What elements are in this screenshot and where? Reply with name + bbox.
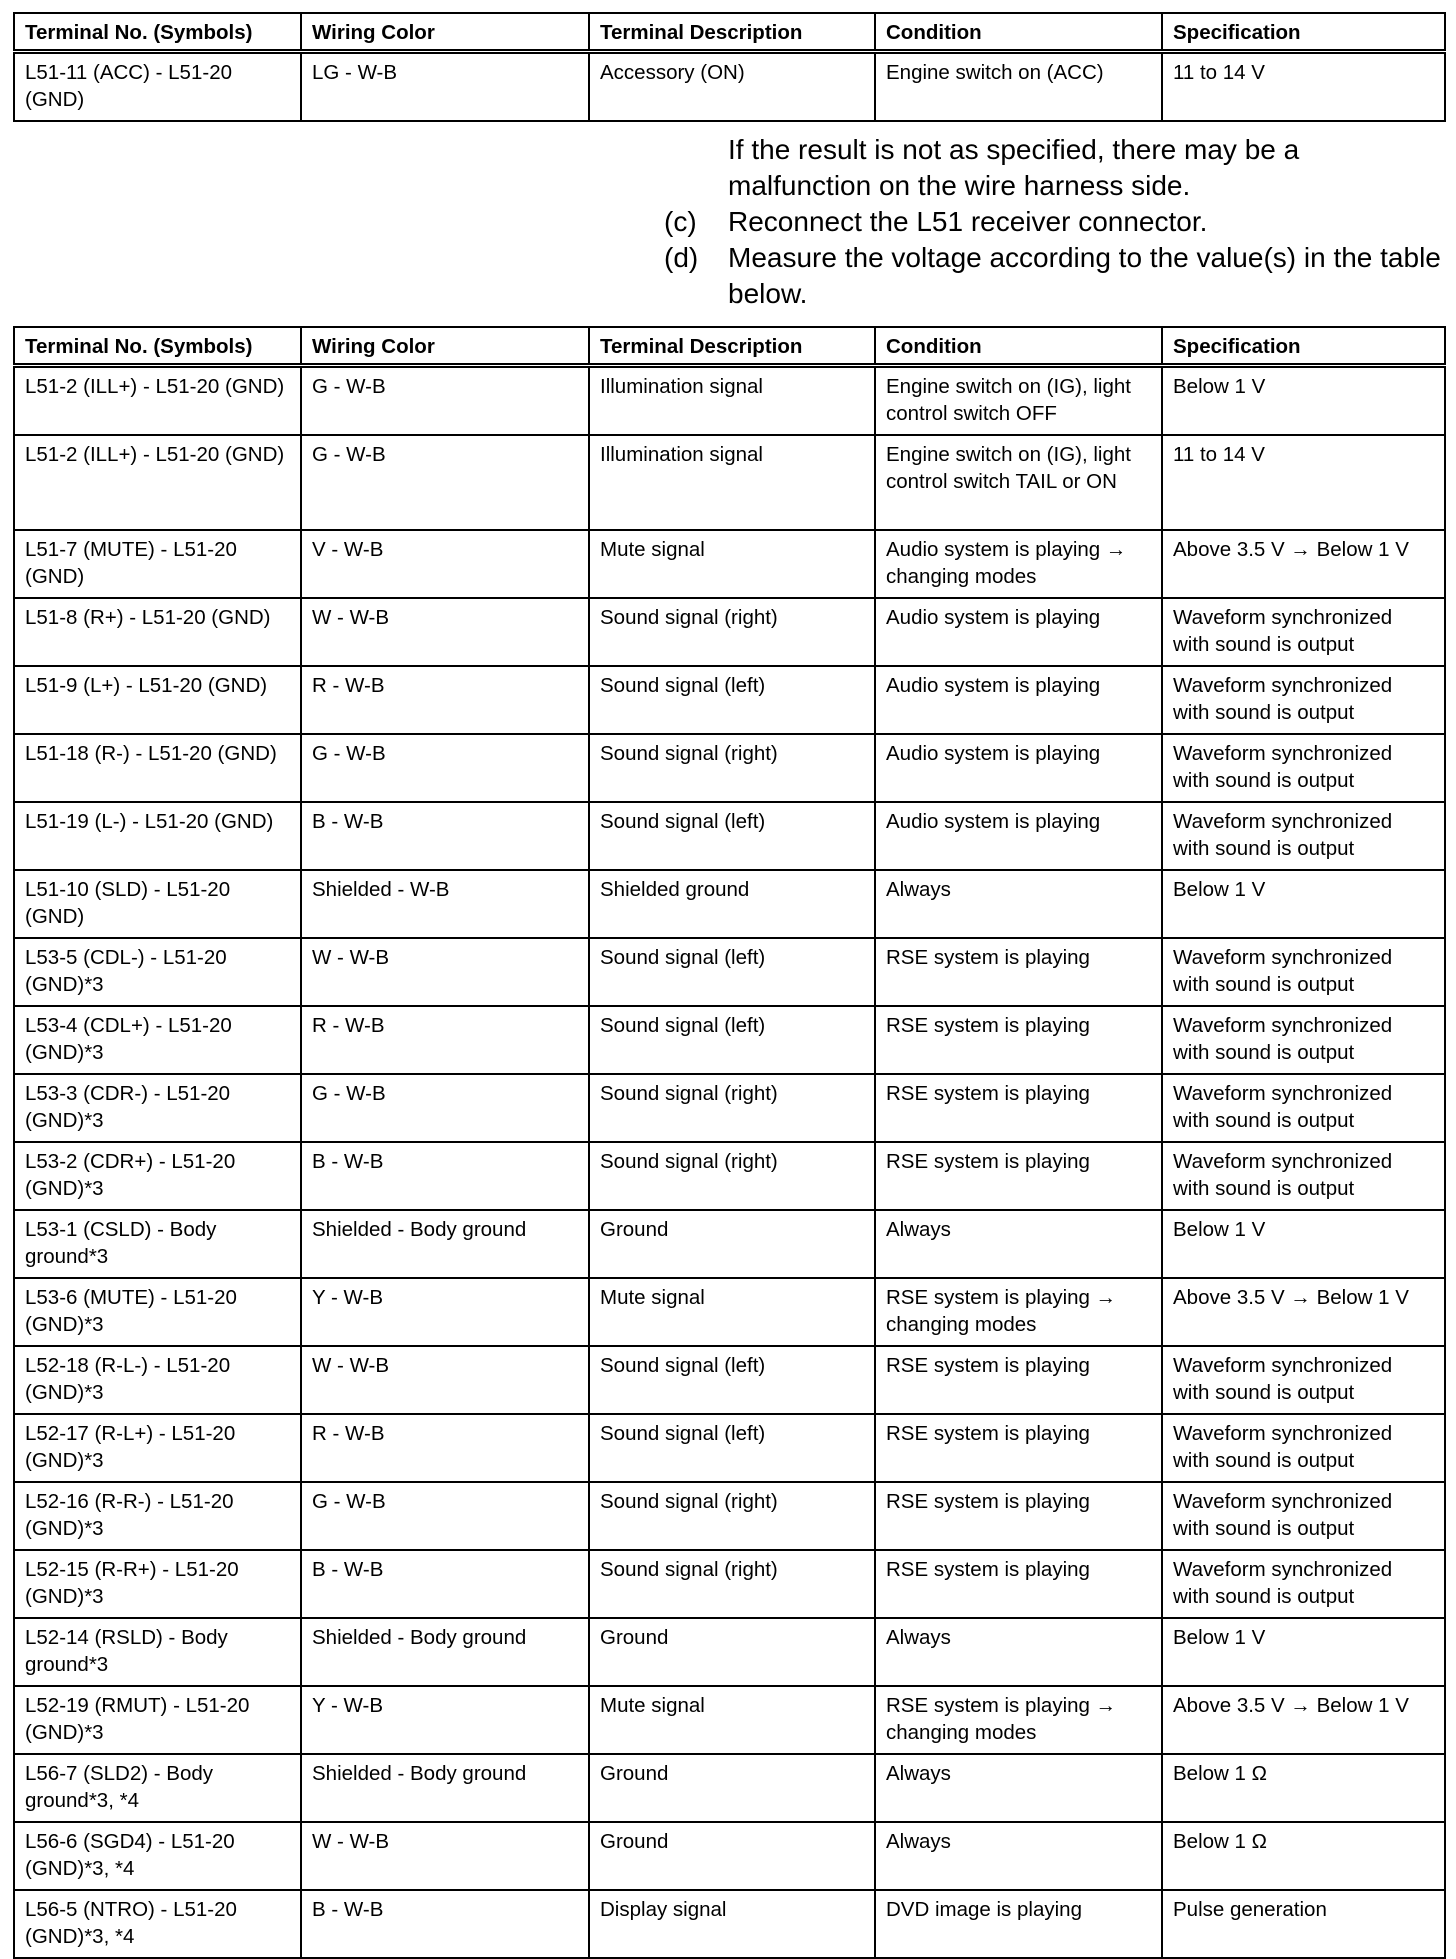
wiring-color-cell: W - W-B [301,1346,589,1414]
table-row [14,870,1445,938]
condition-cell: Always [875,1822,1162,1890]
terminal-cell: L52-15 (R-R+) - L51-20 (GND)*3 [14,1550,301,1618]
terminal-cell: L51-2 (ILL+) - L51-20 (GND) [14,366,301,436]
description-cell: Display signal [589,1890,875,1958]
table-row [14,1686,1445,1754]
wiring-color-cell: G - W-B [301,1074,589,1142]
specification-cell: Waveform synchronized with sound is output [1162,1074,1445,1142]
condition-cell: Always [875,1754,1162,1822]
terminal-cell: L51-19 (L-) - L51-20 (GND) [14,802,301,870]
table-row [14,598,1445,666]
terminal-cell: L56-6 (SGD4) - L51-20 (GND)*3, *4 [14,1822,301,1890]
instructions [664,132,1444,312]
column-header: Terminal No. (Symbols) [14,13,301,52]
description-cell: Illumination signal [589,366,875,436]
specification-cell: Below 1 V [1162,1618,1445,1686]
terminal-cell: L52-14 (RSLD) - Body ground*3 [14,1618,301,1686]
specification-cell: Waveform synchronized with sound is output [1162,1346,1445,1414]
terminal-cell: L52-17 (R-L+) - L51-20 (GND)*3 [14,1414,301,1482]
condition-cell: RSE system is playing [875,1414,1162,1482]
terminal-cell: L51-18 (R-) - L51-20 (GND) [14,734,301,802]
table-row [14,1278,1445,1346]
table2-body [14,366,1445,1959]
description-cell: Accessory (ON) [589,52,875,122]
description-cell: Sound signal (left) [589,1414,875,1482]
condition-cell: Engine switch on (IG), light control switch OFF [875,366,1162,436]
description-cell: Sound signal (left) [589,1006,875,1074]
wiring-color-cell: R - W-B [301,666,589,734]
terminal-cell: L51-9 (L+) - L51-20 (GND) [14,666,301,734]
condition-cell: Audio system is playing [875,666,1162,734]
condition-cell: Always [875,870,1162,938]
wiring-color-cell: Shielded - Body ground [301,1754,589,1822]
table-row [14,1414,1445,1482]
table-row [14,802,1445,870]
wiring-color-cell: G - W-B [301,1482,589,1550]
description-cell: Mute signal [589,1278,875,1346]
wiring-color-cell: B - W-B [301,1142,589,1210]
description-cell: Sound signal (right) [589,1142,875,1210]
specification-cell: Below 1 V [1162,1210,1445,1278]
terminal-cell: L52-19 (RMUT) - L51-20 (GND)*3 [14,1686,301,1754]
description-cell: Shielded ground [589,870,875,938]
table-row [14,1210,1445,1278]
table-row [14,1754,1445,1822]
specification-cell: Waveform synchronized with sound is output [1162,1414,1445,1482]
column-header: Condition [875,13,1162,52]
specification-cell: Waveform synchronized with sound is output [1162,802,1445,870]
column-header: Wiring Color [301,13,589,52]
header-row [14,13,1445,52]
terminal-cell: L53-4 (CDL+) - L51-20 (GND)*3 [14,1006,301,1074]
terminal-cell: L52-16 (R-R-) - L51-20 (GND)*3 [14,1482,301,1550]
wiring-color-cell: LG - W-B [301,52,589,122]
table-row [14,1822,1445,1890]
terminal-cell: L56-7 (SLD2) - Body ground*3, *4 [14,1754,301,1822]
description-cell: Ground [589,1210,875,1278]
specification-cell: Above 3.5 V → Below 1 V [1162,530,1445,598]
description-cell: Sound signal (right) [589,734,875,802]
column-header: Specification [1162,13,1445,52]
column-header: Condition [875,327,1162,366]
note-text: If the result is not as specified, there may be a malfunction on the wire harness side. [728,134,1300,201]
terminal-cell: L51-8 (R+) - L51-20 (GND) [14,598,301,666]
specification-cell: Waveform synchronized with sound is output [1162,1550,1445,1618]
specification-cell: Waveform synchronized with sound is output [1162,1142,1445,1210]
condition-cell: DVD image is playing [875,1890,1162,1958]
description-cell: Sound signal (right) [589,1550,875,1618]
specification-cell: Waveform synchronized with sound is output [1162,938,1445,1006]
table-row [14,52,1445,122]
wiring-color-cell: B - W-B [301,802,589,870]
terminal-cell: L53-2 (CDR+) - L51-20 (GND)*3 [14,1142,301,1210]
description-cell: Illumination signal [589,435,875,530]
condition-cell: Engine switch on (IG), light control switch TAIL or ON [875,435,1162,530]
specification-cell: Below 1 Ω [1162,1754,1445,1822]
table-row [14,1482,1445,1550]
wiring-color-cell: Shielded - Body ground [301,1210,589,1278]
wiring-color-cell: R - W-B [301,1414,589,1482]
condition-cell: Always [875,1210,1162,1278]
terminal-cell: L52-18 (R-L-) - L51-20 (GND)*3 [14,1346,301,1414]
terminal-cell: L51-11 (ACC) - L51-20 (GND) [14,52,301,122]
step-mark: (c) [664,206,697,237]
description-cell: Sound signal (left) [589,802,875,870]
terminal-voltage-table [13,326,1446,1959]
specification-cell: Below 1 V [1162,366,1445,436]
condition-cell: RSE system is playing [875,1142,1162,1210]
wiring-color-cell: Y - W-B [301,1278,589,1346]
terminal-cell: L51-2 (ILL+) - L51-20 (GND) [14,435,301,530]
specification-cell: Below 1 V [1162,870,1445,938]
table-row [14,530,1445,598]
description-cell: Ground [589,1822,875,1890]
specification-cell: Below 1 Ω [1162,1822,1445,1890]
wiring-color-cell: G - W-B [301,366,589,436]
condition-cell: Audio system is playing [875,598,1162,666]
description-cell: Ground [589,1618,875,1686]
column-header: Terminal Description [589,13,875,52]
wiring-color-cell: G - W-B [301,435,589,530]
terminal-cell: L51-10 (SLD) - L51-20 (GND) [14,870,301,938]
condition-cell: RSE system is playing [875,1346,1162,1414]
specification-cell: Above 3.5 V → Below 1 V [1162,1686,1445,1754]
specification-cell: 11 to 14 V [1162,52,1445,122]
condition-cell: RSE system is playing → changing modes [875,1278,1162,1346]
description-cell: Mute signal [589,530,875,598]
specification-cell: Waveform synchronized with sound is output [1162,666,1445,734]
table-row [14,1346,1445,1414]
table-row [14,1890,1445,1958]
condition-cell: Engine switch on (ACC) [875,52,1162,122]
condition-cell: Audio system is playing [875,734,1162,802]
terminal-cell: L56-5 (NTRO) - L51-20 (GND)*3, *4 [14,1890,301,1958]
wiring-color-cell: B - W-B [301,1890,589,1958]
specification-cell: Waveform synchronized with sound is output [1162,734,1445,802]
terminal-cell: L53-1 (CSLD) - Body ground*3 [14,1210,301,1278]
column-header: Terminal No. (Symbols) [14,327,301,366]
wiring-color-cell: W - W-B [301,598,589,666]
condition-cell: RSE system is playing [875,1074,1162,1142]
column-header: Terminal Description [589,327,875,366]
condition-cell: RSE system is playing [875,938,1162,1006]
condition-cell: Audio system is playing [875,802,1162,870]
table-row [14,734,1445,802]
table-row [14,1618,1445,1686]
specification-cell: Waveform synchronized with sound is output [1162,598,1445,666]
table1-body [14,52,1445,122]
description-cell: Mute signal [589,1686,875,1754]
description-cell: Sound signal (left) [589,1346,875,1414]
description-cell: Sound signal (right) [589,1482,875,1550]
header-row [14,327,1445,366]
column-header: Specification [1162,327,1445,366]
wiring-color-cell: G - W-B [301,734,589,802]
table-row [14,435,1445,530]
step-mark: (d) [664,242,699,273]
terminal-cell: L53-6 (MUTE) - L51-20 (GND)*3 [14,1278,301,1346]
condition-cell: Always [875,1618,1162,1686]
table-row [14,938,1445,1006]
wiring-color-cell: Shielded - W-B [301,870,589,938]
description-cell: Sound signal (right) [589,1074,875,1142]
accessory-voltage-table [13,12,1446,122]
specification-cell: Above 3.5 V → Below 1 V [1162,1278,1445,1346]
table-row [14,1006,1445,1074]
description-cell: Sound signal (left) [589,938,875,1006]
table-row [14,1142,1445,1210]
specification-cell: Pulse generation [1162,1890,1445,1958]
condition-cell: RSE system is playing [875,1550,1162,1618]
wiring-color-cell: W - W-B [301,1822,589,1890]
wiring-color-cell: Y - W-B [301,1686,589,1754]
wiring-color-cell: W - W-B [301,938,589,1006]
table-row [14,666,1445,734]
specification-cell: Waveform synchronized with sound is output [1162,1006,1445,1074]
description-cell: Sound signal (left) [589,666,875,734]
terminal-cell: L51-7 (MUTE) - L51-20 (GND) [14,530,301,598]
wiring-color-cell: B - W-B [301,1550,589,1618]
terminal-cell: L53-3 (CDR-) - L51-20 (GND)*3 [14,1074,301,1142]
wiring-color-cell: R - W-B [301,1006,589,1074]
column-header: Wiring Color [301,327,589,366]
terminal-cell: L53-5 (CDL-) - L51-20 (GND)*3 [14,938,301,1006]
step-text: Reconnect the L51 receiver connector. [728,206,1208,237]
wiring-color-cell: Shielded - Body ground [301,1618,589,1686]
step-text: Measure the voltage according to the value(s) in the table below. [728,242,1441,309]
condition-cell: Audio system is playing → changing modes [875,530,1162,598]
specification-cell: Waveform synchronized with sound is output [1162,1482,1445,1550]
specification-cell: 11 to 14 V [1162,435,1445,530]
condition-cell: RSE system is playing → changing modes [875,1686,1162,1754]
description-cell: Ground [589,1754,875,1822]
condition-cell: RSE system is playing [875,1006,1162,1074]
table-row [14,1074,1445,1142]
table-row [14,1550,1445,1618]
condition-cell: RSE system is playing [875,1482,1162,1550]
wiring-color-cell: V - W-B [301,530,589,598]
description-cell: Sound signal (right) [589,598,875,666]
table-row [14,366,1445,436]
